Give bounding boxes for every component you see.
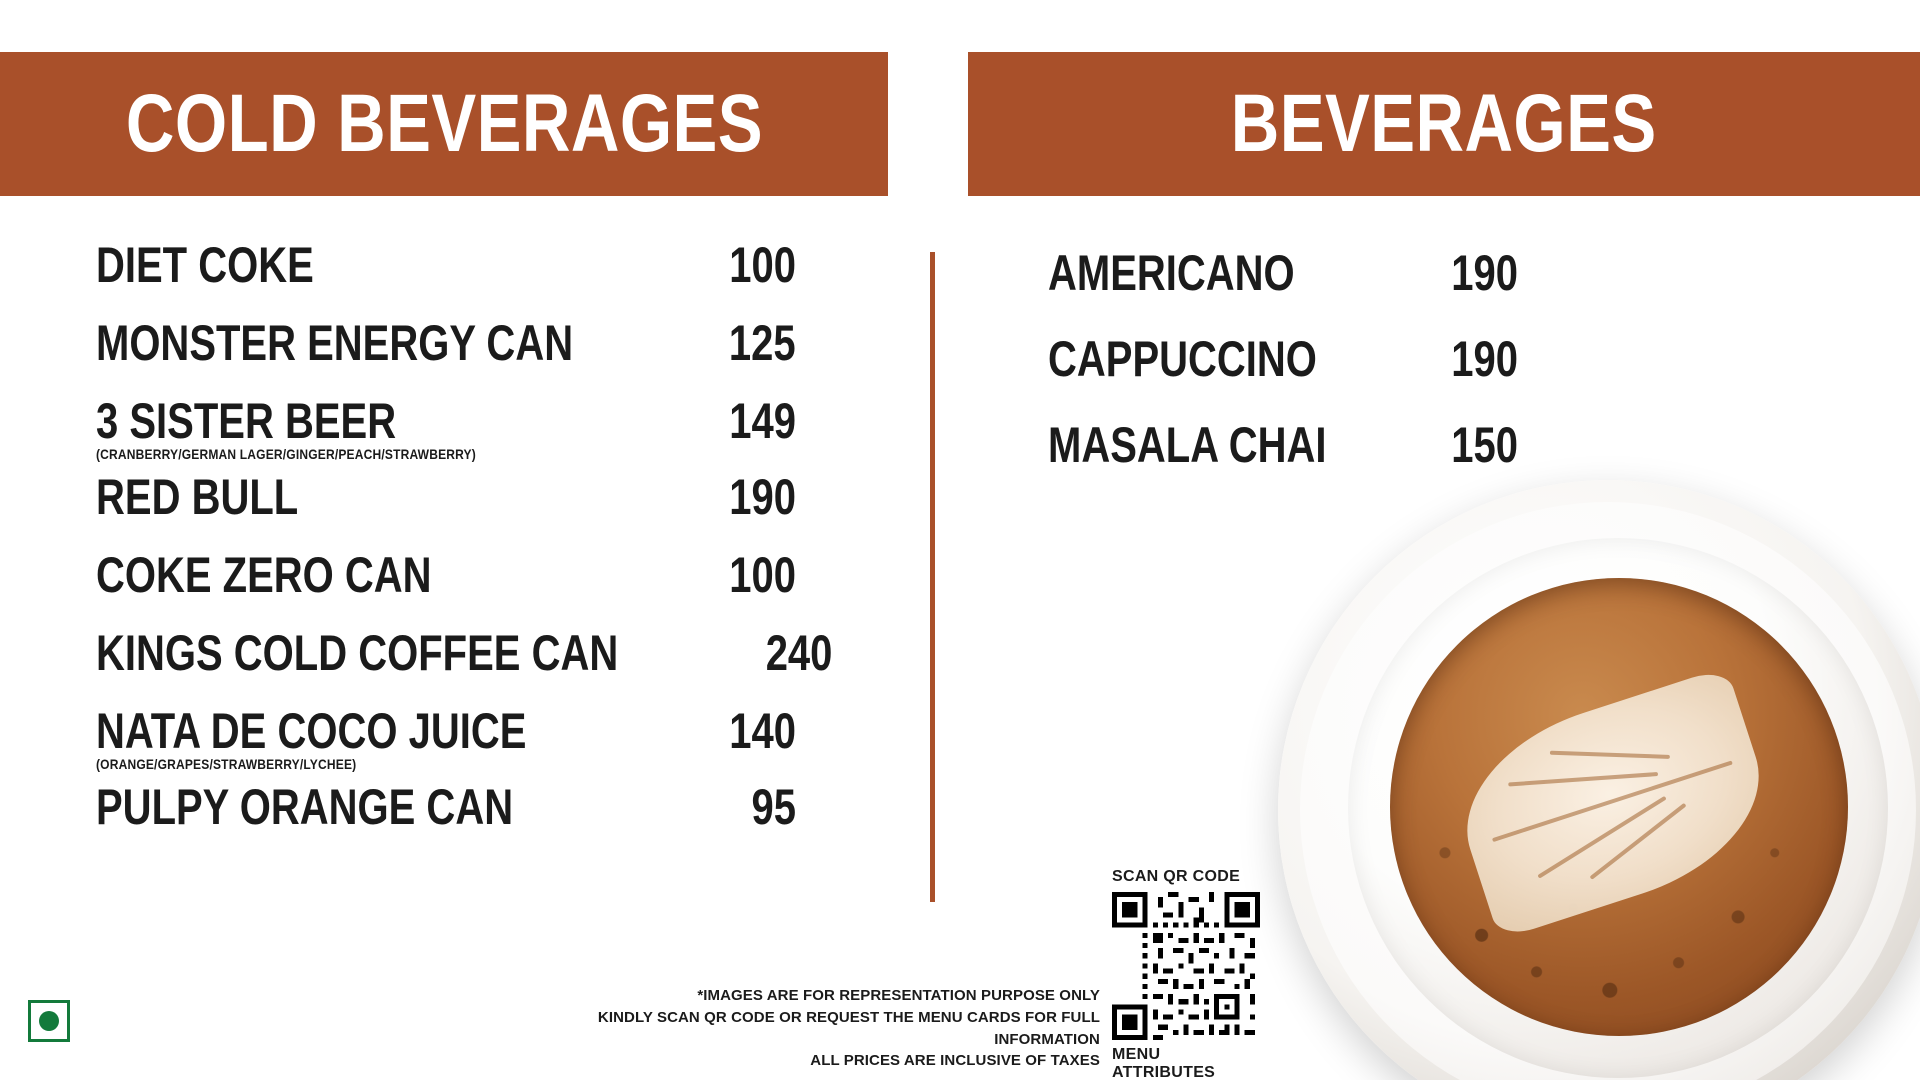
cold-beverages-list [96, 237, 833, 860]
menu-item [1048, 245, 1518, 301]
veg-indicator-dot [39, 1011, 59, 1031]
menu-item [96, 703, 796, 759]
disclaimer-line-1: *IMAGES ARE FOR REPRESENTATION PURPOSE ONLY [697, 987, 1100, 1004]
menu-item-variants: (ORANGE/GRAPES/STRAWBERRY/LYCHEE) [96, 756, 357, 772]
menu-item [1048, 331, 1518, 387]
menu-item-price: 150 [1451, 417, 1518, 473]
qr-code-image[interactable] [1112, 892, 1260, 1040]
menu-item-price: 140 [729, 703, 796, 759]
menu-item-price: 100 [729, 237, 796, 293]
menu-item-price: 190 [1451, 245, 1518, 301]
crema-surface [1390, 578, 1848, 1036]
disclaimer-line-2: KINDLY SCAN QR CODE OR REQUEST THE MENU CARDS FOR FULL INFORMATION [597, 1008, 1100, 1048]
cold-beverages-header [0, 52, 888, 196]
menu-item-name: COKE ZERO CAN [96, 547, 432, 603]
cold-beverages-title: COLD BEVERAGES [125, 78, 763, 169]
menu-item-name: RED BULL [96, 469, 299, 525]
menu-item-price: 190 [729, 469, 796, 525]
menu-item-name: AMERICANO [1048, 245, 1295, 301]
menu-item-price: 240 [765, 625, 833, 681]
menu-item [96, 547, 796, 603]
menu-item-name: NATA DE COCO JUICE [96, 703, 527, 759]
qr-top-label: SCAN QR CODE [1112, 868, 1241, 885]
menu-item-variants: (CRANBERRY/GERMAN LAGER/GINGER/PEACH/STRAWBERRY) [96, 446, 476, 462]
menu-item-name: PULPY ORANGE CAN [96, 779, 514, 835]
menu-item-name: MONSTER ENERGY CAN [96, 315, 574, 371]
menu-item-name: KINGS COLD COFFEE CAN [96, 625, 619, 681]
column-divider [930, 252, 935, 902]
veg-indicator-icon [28, 1000, 70, 1042]
menu-item-name: DIET COKE [96, 237, 314, 293]
menu-item [96, 625, 833, 681]
qr-bottom-label: MENU ATTRIBUTES [1112, 1046, 1216, 1081]
disclaimer [520, 985, 1100, 1072]
menu-item [96, 315, 796, 371]
qr-code-block[interactable] [1112, 868, 1262, 1082]
qr-code-svg [1112, 892, 1260, 1040]
menu-item-price: 100 [729, 547, 796, 603]
beverages-header [968, 52, 1920, 196]
menu-item [96, 393, 796, 449]
menu-item-name: 3 SISTER BEER [96, 393, 397, 449]
menu-item [96, 237, 796, 293]
menu-item-price: 149 [729, 393, 796, 449]
menu-item-name: MASALA CHAI [1048, 417, 1327, 473]
menu-item [96, 779, 796, 835]
menu-item-name: CAPPUCCINO [1048, 331, 1317, 387]
cappuccino-photo [1230, 410, 1920, 1080]
disclaimer-line-3: ALL PRICES ARE INCLUSIVE OF TAXES [810, 1052, 1100, 1070]
menu-item [96, 469, 796, 525]
menu-item-price: 190 [1451, 331, 1518, 387]
beverages-title: BEVERAGES [1231, 78, 1657, 169]
menu-item-price: 125 [729, 315, 796, 371]
menu-item-price: 95 [751, 779, 796, 835]
